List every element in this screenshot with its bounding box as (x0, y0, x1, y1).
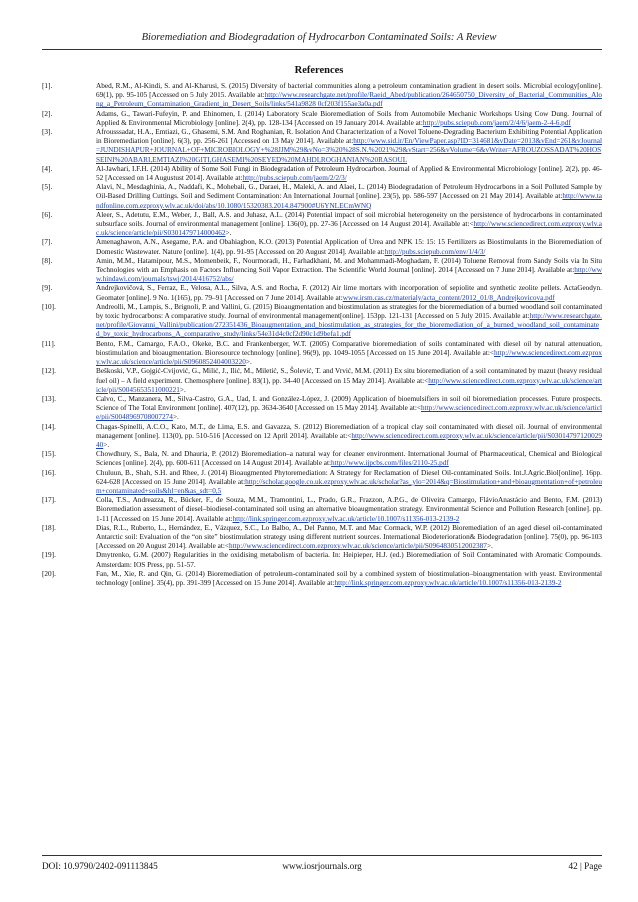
reference-text: Amenaghawon, A.N., Asegame, P.A. and Obahiagbon, K.O. (2013) Potential Application of Urea and NPK 15: 15: 15 Fertilizers as Biostimulants in the Bioremediation of Domestic Wastewater. Nature [online]. 1(4), pp. 91-95 [Accessed on 20 August 2014]. Available at: (96, 238, 602, 256)
reference-link[interactable]: http://www.sciencedirect.com.ezproxy.wlv.ac.uk/science/article/pii/S0960852404003220 (96, 348, 602, 367)
reference-number: [9]. (42, 284, 53, 293)
reference-item (42, 570, 602, 588)
reference-link[interactable]: http://pubs.sciepub.com/jaem/2/2/3/ (242, 174, 347, 183)
reference-link[interactable]: http://www.sciencedirect.com.ezproxy.wlv.ac.uk/science/article/pii/S0301479712002940 (96, 431, 602, 449)
reference-text: Adams, G., Tawari-Fufeyin, P. and Ehinomen, I. (2014) Laboratory Scale Bioremediation of Soils from Automobile Mechanic Workshops Using Cow Dung. Journal of Applied & Environmental Microbiology [online]. 2(4), pp. 128-134 [Accessed on 19 January 2014. Available at: (96, 109, 602, 127)
reference-item (42, 423, 602, 451)
reference-item (42, 367, 602, 395)
reference-link[interactable]: http://www.sciencedirect.com.ezproxy.wlv.ac.uk/science/article/pii/S0301479714000462 (96, 220, 602, 238)
reference-link[interactable]: http://www.sciencedirect.com.ezproxy.wlv.ac.uk/science/article/pii/S0048969708007274 (96, 404, 602, 422)
header-divider (42, 49, 602, 50)
reference-link[interactable]: http://www.sciencedirect.com.ezproxy.wlv.ac.uk/science/article/pii/S0964830512002387 (229, 542, 487, 551)
references-heading: References (294, 65, 344, 76)
reference-link[interactable]: http://link.springer.com.ezproxy.wlv.ac.uk/article/10.1007/s11356-013-2139-2 (334, 578, 562, 587)
reference-item (42, 340, 602, 368)
reference-item (42, 303, 602, 340)
reference-closing: >. (225, 229, 232, 238)
reference-text: Fan, M., Xie, R. and Qin, G. (2014) Bioremediation of petroleum-contaminated soil by a combined system of biostimulation–bioaugmentation with yeast. Environmental technology [online]. 35(4), pp. 391-399 [Accessed on 15 June 2014]. Available at: (96, 569, 602, 587)
reference-closing: >. (103, 440, 110, 449)
reference-item (42, 211, 602, 239)
reference-number: [17]. (42, 496, 56, 505)
reference-link[interactable]: http://pubs.sciepub.com/jaem/2/4/6/jaem-2-4-6.pdf (422, 118, 571, 127)
reference-number: [13]. (42, 394, 56, 403)
reference-item (42, 257, 602, 285)
reference-text: Chuluun, B., Shah, S.H. and Rhee, J. (2014) Bioaugmented Phytoremediation: A Strategy for Reclamation of Diesel Oil-contaminated Soils. Int.J.Agric.Biol[online]. 16pp. 624-628 [Accessed on 15 June 2014]. Available at: (96, 468, 602, 486)
reference-item (42, 110, 602, 128)
reference-link[interactable]: http://www.sciencedirect.com.ezproxy.wlv.ac.uk/science/article/pii/S0045653511000221 (96, 376, 602, 394)
reference-text: Calvo, C., Manzanera, M., Silva-Castro, G.A., Uad, I. and González-López, J. (2009) Application of bioemulsifiers in soil oil bioremediation processes. Future prospects. Science of The Total Environment [online]. 407(12), pp. 3634-3640 [Accessed on 15 May 2014]. Available at:< (96, 394, 602, 413)
reference-text: Abed, R.M., Al-Kindi, S. and Al-Kharusi, S. (2015) Diversity of bacterial communities along a petroleum contamination gradient in desert soils. Microbial ecology[online]. 69(1), pp. 95-105 [Accessed on 5 July 2015. Available at: (96, 82, 602, 100)
reference-link[interactable]: http://www.ijpcbs.com/files/2110-25.pdf (330, 459, 449, 468)
reference-text: Chowdhury, S., Bala, N. and Dhauria, P. (2012) Bioremediation–a natural way for cleaner environment. International Journal of Pharmaceutical, Chemical and Biological Sciences [online]. 2(4), pp. 600-611 [Accessed on 14 August 2014]. Available at: (96, 450, 602, 468)
reference-item (42, 551, 602, 569)
reference-text: Chagas-Spinelli, A.C.O., Kato, M.T., de Lima, E.S. and Gavazza, S. (2012) Bioremediation of a tropical clay soil contaminated with diesel oil. Journal of environmental management [online]. 113(0), pp. 510-516 [Accessed on 12 April 2014]. Available at:< (96, 422, 602, 440)
reference-closing: >. (172, 413, 179, 422)
reference-text: Dmytrenko, G.M. (2007) Regularities in the oxidising metabolism of bacteria. In: Heipieper, H.J. (ed.) Bioremediation of Soil Contaminated with Aromatic Compounds. Amsterdam: IOS Press, pp. 51-57. (96, 551, 602, 569)
reference-item (42, 284, 602, 302)
reference-number: [4]. (42, 164, 53, 173)
reference-link[interactable]: http://www.tandfonline.com.ezproxy.wlv.ac.uk/doi/abs/10.1080/15320383.2014.847900#U6YNLECmWNQ (96, 192, 602, 210)
reference-text: Bento, F.M., Camargo, F.A.O., Okeke, B.C. and Frankenberger, W.T. (2005) Comparative bioremediation of soils contaminated with diesel oil by natural attenuation, biostimulation and bioaugmentation. Bioresource technology [online]. 96(9), pp. 1049-1055 [Accessed on 15 June 2014]. Available at:< (96, 339, 602, 357)
reference-number: [8]. (42, 256, 53, 265)
reference-closing: >. (245, 358, 252, 367)
reference-number: [12]. (42, 367, 56, 376)
reference-link[interactable]: http://www.sid.ir/En/ViewPaper.asp?ID=314681&vDate=2013&vEnd=261&vJournal=JUNDISHAPUR+JOURNAL+OF+MICROBIOLOGY+%28JJM%29&vNo=3%20%28S.N.%2021%29&vStart=256&vVolume=6&vWriter=AFROUZOSSADAT%20HOSSEINI%20ABARI,EMTIAZI%20GITI,GHASEMI%20SEYED%20MAHDI,ROGHANIAN%20RASOUL (96, 137, 602, 164)
footer-divider (42, 855, 602, 856)
reference-closing: >. (486, 542, 493, 551)
reference-text: Andreolli, M., Lampis, S., Brignoli, P. and Vallini, G. (2015) Bioaugmentation and biostimulation as strategies for the bioremediation of a burned woodland soil contaminated by toxic hydrocarbons: A comparative study. Journal of environmental management[online]. 153pp. 121-131 [Accessed on 5 July 2015. Available at: (96, 302, 602, 321)
reference-text: Colla, T.S., Andreazza, R., Bücker, F., de Souza, M.M., Tramontini, L., Prado, G.R., Frazzon, A.P.G., de Oliveira Camargo, FlávioAnastácio and Bento, F.M. (2013) Bioremediation assessment of diesel–biodiesel-contaminated soil using an alternative bioaugmentation strategy. Environmental Science and Pollution Research [online]. pp. 1-11 [Accessed on 15 June 2014]. Available at: (96, 496, 602, 523)
running-header: Bioremediation and Biodegradation of Hydrocarbon Contaminated Soils: A Review (141, 32, 497, 43)
reference-link[interactable]: http://pubs.sciepub.com/env/1/4/3/ (384, 247, 486, 256)
footer-doi: DOI: 10.9790/2402-091113845 (42, 861, 158, 871)
reference-number: [1]. (42, 82, 53, 90)
footer-website: www.iosrjournals.org (282, 861, 362, 871)
reference-text: Aleer, S., Adetutu, E.M., Weber, J., Ball, A.S. and Juhasz, A.L. (2014) Potential impact of soil microbial heterogeneity on the persistence of hydrocarbons in contaminated subsurface soils. Journal of environmental management [online]. 136(0), pp. 27-36 [Accessed on 14 August 2014]. Available at:< (96, 210, 602, 229)
reference-item (42, 469, 602, 497)
reference-number: [11]. (42, 339, 56, 348)
reference-number: [19]. (42, 551, 56, 560)
reference-closing: >. (179, 385, 186, 394)
reference-number: [3]. (42, 128, 53, 137)
reference-number: [6]. (42, 210, 53, 219)
reference-text: Amin, M.M., Hatamipour, M.S., Momenbeik, F., Nourmoradi, H., Farhadkhani, M. and Mohammadi-Moghadam, F. (2014) Toluene Removal from Sandy Soils via In Situ Technologies with an Emphasis on Factors Influencing Soil Vapor Extraction. The Scientific World Journal [online]. 2014 [Accessed on 7 June 2014]. Available at: (96, 256, 602, 275)
reference-item (42, 450, 602, 468)
reference-text: Andrejkovičová, S., Ferraz, E., Velosa, A.L., Silva, A.S. and Rocha, F. (2012) Air lime mortars with incorporation of sepiolite and synthetic zeolite pellets. ActaGeodyn. Geomater [online]. 9 No. 1(165), pp. 79–91 [Accessed on 7 June 2014]. Available at: (96, 284, 602, 302)
reference-number: [14]. (42, 422, 56, 431)
reference-item (42, 82, 602, 110)
reference-text: Afrousssadat, H.A., Emtiazi, G., Ghasemi, S.M. And Roghanian, R. Isolation And Characterization of a Novel Toluene-Degrading Bacterium Exhibiting Potential Application in Bioremediation [online]. 6(3), pp. 256-261 [Accessed on 13 May 2014]. Available at: (96, 128, 602, 146)
reference-number: [10]. (42, 302, 56, 311)
reference-text: Beškoski, V.P., Gojgić-Cvijović, G., Milić, J., Ilić, M., Miletić, S., Šolević, T. and Vrvić, M.M. (2011) Ex situ bioremediation of a soil contaminated by mazut (heavy residual fuel oil) – A field experiment. Chemosphere [online]. 83(1), pp. 34-40 [Accessed on 15 May 2014]. Available at:< (96, 367, 602, 385)
reference-number: [5]. (42, 183, 53, 192)
reference-item (42, 165, 602, 183)
reference-link[interactable]: http://scholar.google.co.uk.ezproxy.wlv.ac.uk/scholar?as_ylo=2014&q=Biostimulation+and+bioaugmentation+of+petroleum+contaminated+soils&hl=en&as_sdt=0,5 (96, 477, 602, 495)
reference-link[interactable]: http://www.hindawi.com/journals/tswj/2014/416752/abs/ (96, 266, 602, 284)
reference-link[interactable]: http://www.researchgate.net/profile/Giovanni_Vallini/publication/272351436_Bioaugmentation_and_biostimulation_as_strategies_for_the_bioremediation_of_a_burned_woodland_soil_contaminated_by_toxic_hydrocarbons_A_comparative_study/links/54e31d4c0cf2d90c1d9befa1.pdf (96, 312, 602, 339)
reference-number: [15]. (42, 450, 56, 459)
reference-item (42, 128, 602, 165)
reference-link[interactable]: http://www.researchgate.net/profile/Raeid_Abed/publication/264650750_Diversity_of_Bacterial_Communities_Along_a_Petroleum_Contamination_Gradient_in_Desert_Soils/links/541a9828 0cf203f155ae3a0a.pdf (96, 91, 602, 109)
reference-link[interactable]: http://link.springer.com.ezproxy.wlv.ac.uk/article/10.1007/s11356-013-2139-2 (232, 514, 460, 523)
reference-text: Dias, R.L., Ruberto, L., Hernández, E., Vázquez, S.C., Lo Balbo, A., Del Panno, M.T. and Mac Cormack, W.P. (2012) Bioremediation of an aged diesel oil-contaminated Antarctic soil: Evaluation of the “on site” biostimulation strategy using different nutrient sources. International Biodeterioration& Biodegradation [online]. 75(0), pp. 96-103 [Accessed on 20 August 2014]. Available at:< (96, 523, 602, 551)
reference-item (42, 238, 602, 256)
reference-text: Al-Jawhari, I.F.H. (2014) Ability of Some Soil Fungi in Biodegradation of Petroleum Hydrocarbon. Journal of Applied & Environmental Microbiology [online]. 2(2), pp. 46-52 [Accessed on 14 Augustust 2014]. Available at: (96, 164, 602, 183)
reference-item (42, 183, 602, 211)
reference-item (42, 395, 602, 423)
reference-item (42, 524, 602, 552)
reference-item (42, 496, 602, 524)
reference-link[interactable]: www.irsm.cas.cz/materialy/acta_content/2012_01/8_Andrejkovicova.pdf (342, 293, 555, 302)
reference-number: [20]. (42, 569, 56, 578)
reference-list (42, 82, 602, 588)
footer-page-number: 42 | Page (568, 861, 602, 871)
reference-number: [2]. (42, 109, 53, 118)
reference-text: Alavi, N., Mesdaghinia, A., Naddafi, K., Mohebali, G., Daraei, H., Maleki, A. and Alaei, L. (2014) Biodegradation of Petroleum Hydrocarbons in a Soil Polluted Sample by Oil-Based Drilling Cuttings. Soil and Sediment Contamination: An International Journal [online]. 23(5), pp. 586-597 [Accessed on 21 May 2014]. Available at: (96, 183, 602, 201)
reference-number: [7]. (42, 238, 53, 247)
reference-number: [18]. (42, 523, 56, 532)
reference-number: [16]. (42, 468, 56, 477)
